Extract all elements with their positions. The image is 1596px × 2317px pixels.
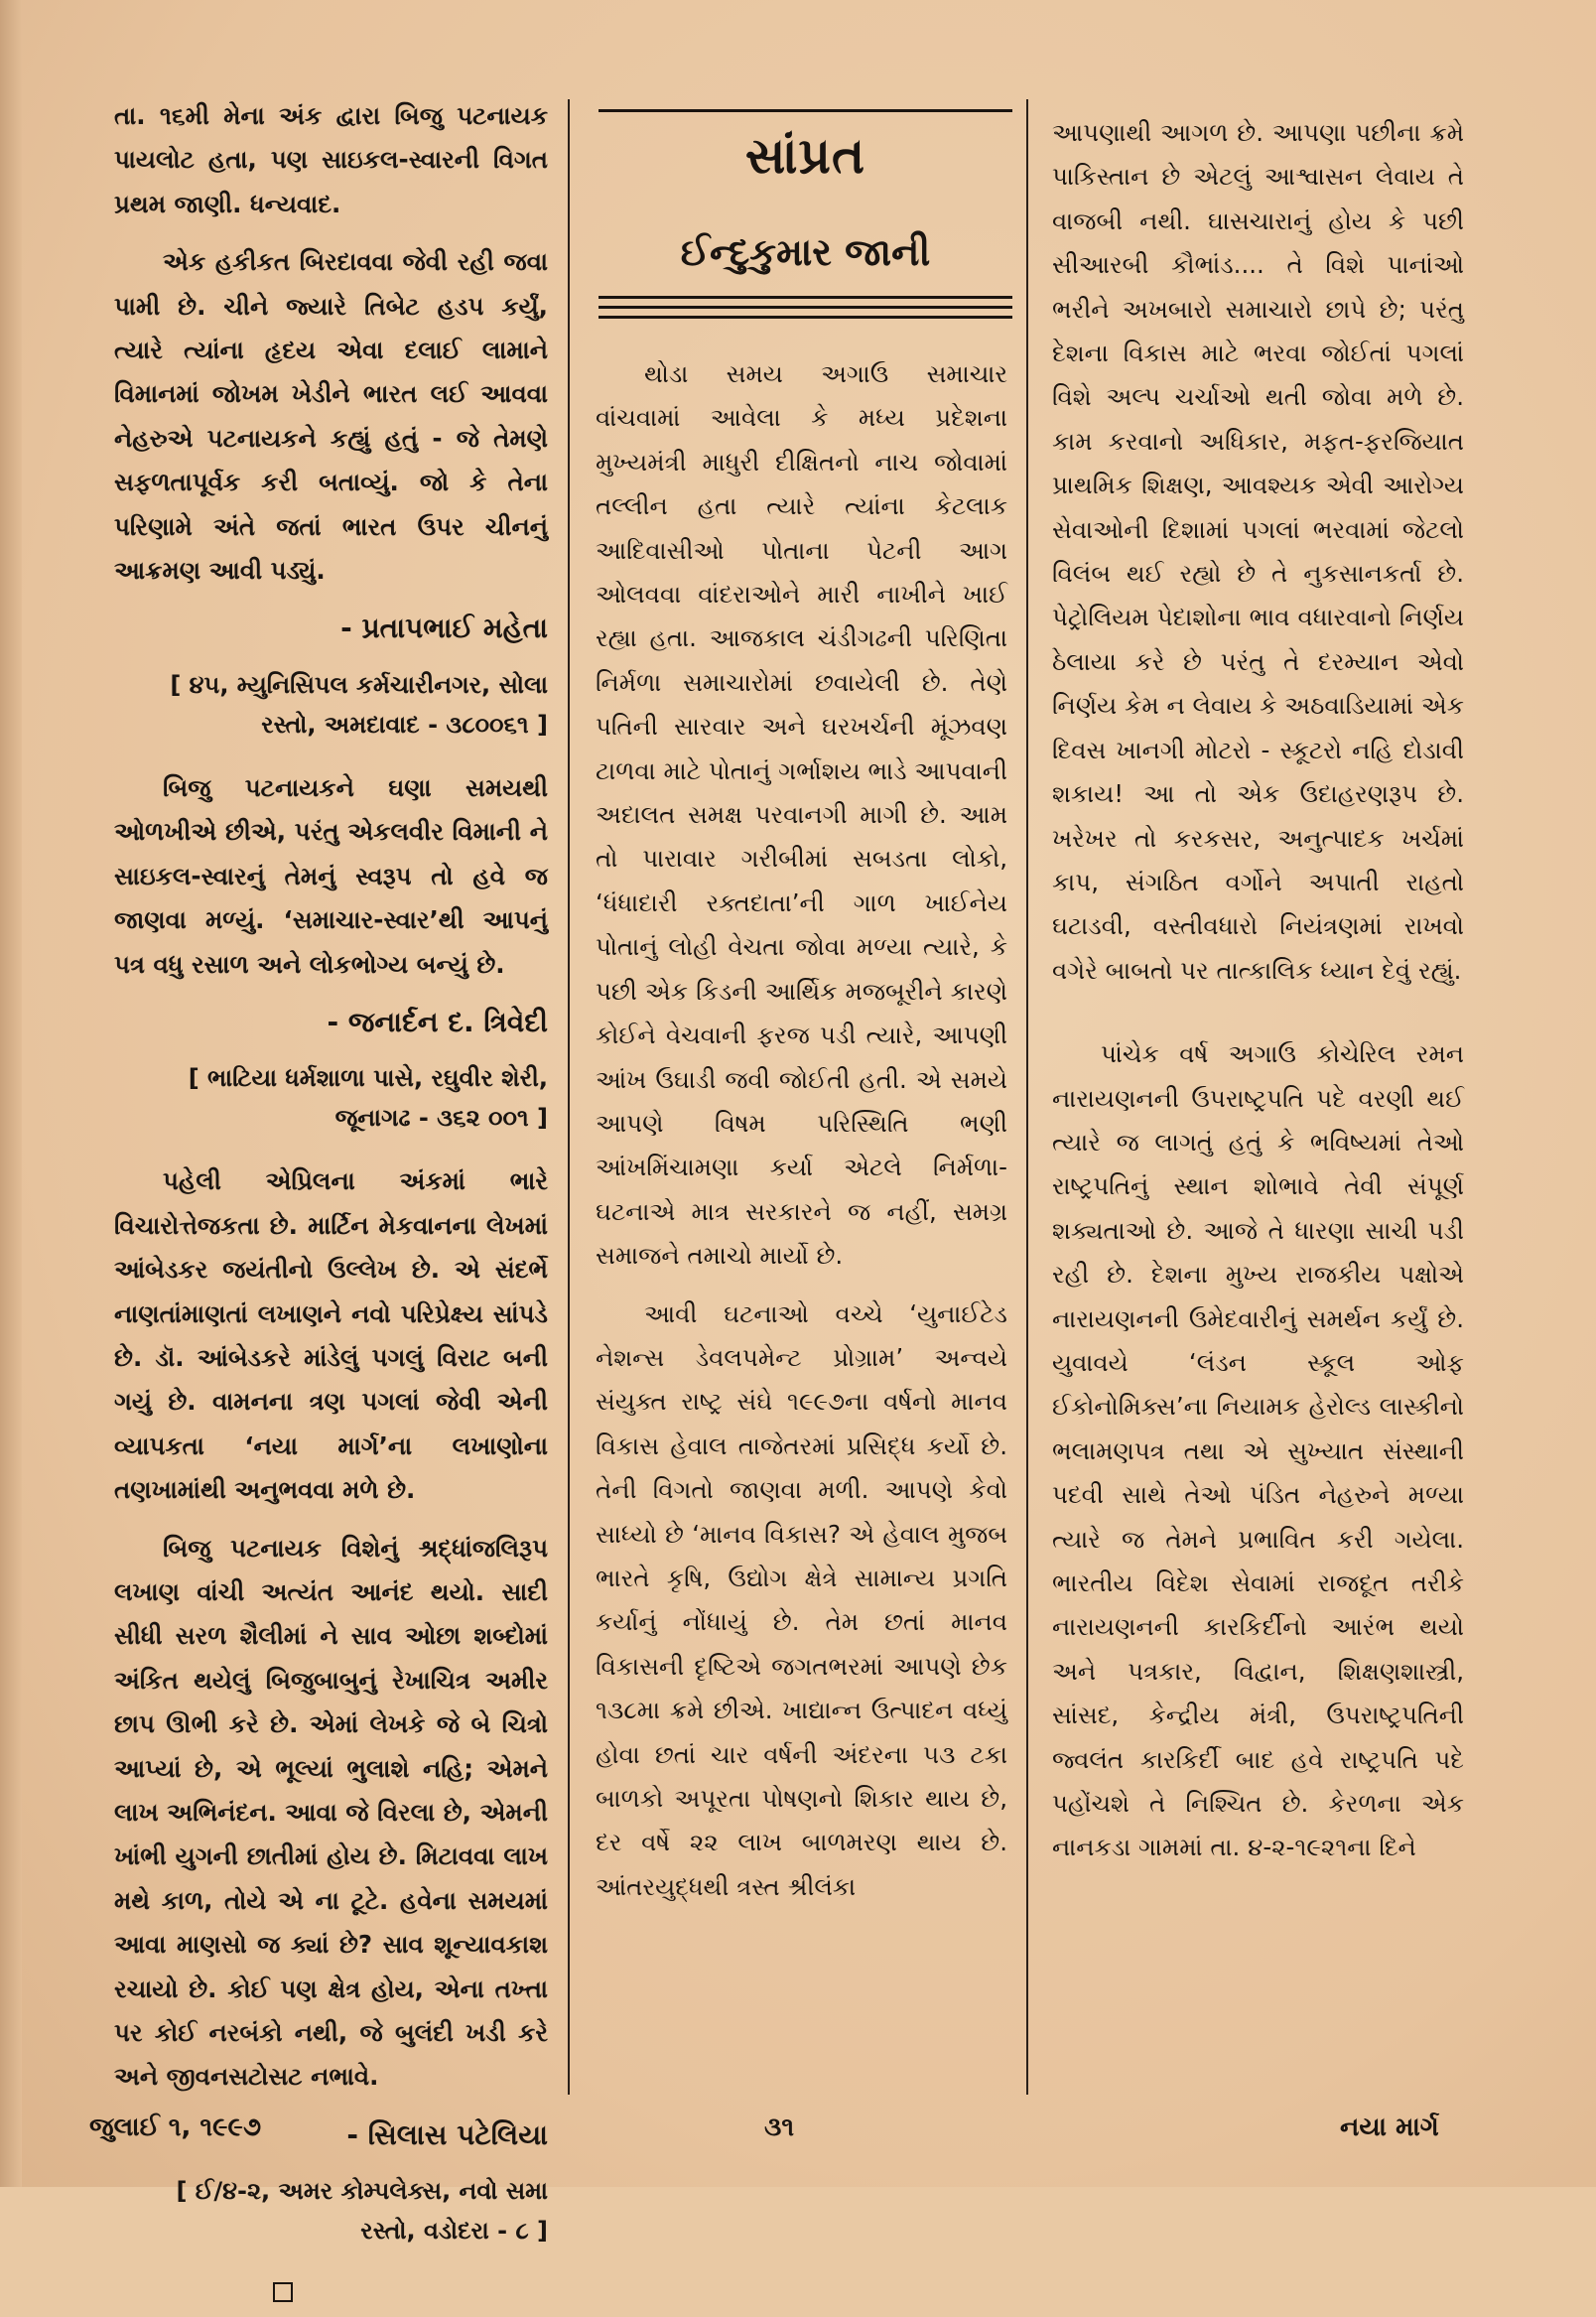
column-title: સાંપ્રત <box>744 127 866 185</box>
letter-1-address: [ ૪૫, મ્યુનિસિપલ કર્મચારીનગર, સોલા રસ્તો, અમદાવાદ - ૩૮૦૦૬૧ ] <box>170 670 548 739</box>
letter-1-text: તા. ૧૬મી મેના અંક દ્વારા બિજુ પટનાયક પાયલોટ હતા, પણ સાઇકલ-સ્વારની વિગત પ્રથમ જાણી. ધન્યવાદ. <box>114 101 548 218</box>
letter-2-signature: - જનાર્દન દ. ત્રિવેદી <box>327 1005 548 1038</box>
column-author: ઈન્દુકુમાર જાની <box>680 230 931 274</box>
letter-3-text: પહેલી એપ્રિલના અંકમાં ભારે વિચારોત્તેજકતા છે. માર્ટિન મેકવાનના લેખમાં આંબેડકર જયંતીનો ઉલ્લેખ છે. એ સંદર્ભે નાણતાંમાણતાં લખાણને નવો પરિપ્રેક્ષ્ય સાંપડે છે. ડૉ. આંબેડકરે માંડેલું પગલું વિરાટ બની ગયું છે. વામનના ત્રણ પગલાં જેવી એની વ્યાપકતા ‘નયા માર્ગ’ના લખાણોના તણખામાંથી અનુભવવા મળે છે. <box>114 1166 548 1505</box>
column-divider-right <box>1026 99 1028 2095</box>
letter-2-address: [ ભાટિયા ધર્મશાળા પાસે, રઘુવીર શેરી, જૂનાગઢ - ૩૬૨ ૦૦૧ ] <box>188 1064 548 1133</box>
letter-1-signature: - પ્રતાપભાઈ મહેતા <box>340 612 548 645</box>
letter-3-text-cont: બિજુ પટનાયક વિશેનું શ્રદ્ધાંજલિરૂપ લખાણ વાંચી અત્યંત આનંદ થયો. સાદી સીધી સરળ શૈલીમાં ને સાવ ઓછા શબ્દોમાં અંકિત થયેલું બિજુબાબુનું રેખાચિત્ર અમીર છાપ ઊભી કરે છે. એમાં લેખકે જે બે ચિત્રો આપ્યાં છે, એ ભૂલ્યાં ભુલાશે નહિ; એમને લાખ અભિનંદન. આવા જે વિરલા છે, એમની ખાંભી યુગની છાતીમાં હોય છે. મિટાવવા લાખ મથે કાળ, તોયે એ ના ટૂટે. હવેના સમયમાં આવા માણસો જ ક્યાં છે? સાવ શૂન્યાવકાશ રચાયો છે. કોઈ પણ ક્ષેત્ર હોય, એના તખ્તા પર કોઈ નરબંકો નથી, જે બુલંદી ખડી કરે અને જીવનસટોસટ નભાવે. <box>114 1533 548 2092</box>
torn-edge <box>0 0 22 2187</box>
article-paragraph: થોડા સમય અગાઉ સમાચાર વાંચવામાં આવેલા કે મધ્ય પ્રદેશના મુખ્યમંત્રી માધુરી દીક્ષિતનો નાચ જોવામાં તલ્લીન હતા ત્યારે ત્યાંના કેટલાક આદિવાસીઓ પોતાના પેટની આગ ઓલવવા વાંદરાઓને મારી નાખીને ખાઈ રહ્યા હતા. આજકાલ ચંડીગઢની પરિણિતા નિર્મળા સમાચારોમાં છવાયેલી છે. તેણે પતિની સારવાર અને ઘરખર્ચની મૂંઝવણ ટાળવા માટે પોતાનું ગર્ભાશય ભાડે આપવાની અદાલત સમક્ષ પરવાનગી માગી છે. આમ તો પારાવાર ગરીબીમાં સબડતા લોકો, ‘ધંધાદારી રક્તદાતા’ની ગાળ ખાઈનેય પોતાનું લોહી વેચતા જોવા મળ્યા ત્યારે, કે પછી એક કિડની આર્થિક મજબૂરીને કારણે કોઈને વેચવાની ફરજ પડી ત્યારે, આપણી આંખ ઉઘાડી જવી જોઈતી હતી. એ સમયે આપણે વિષમ પરિસ્થિતિ ભણી આંખમિંચામણા કર્યા એટલે નિર્મળા-ઘટનાએ માત્ર સરકારને જ નહીં, સમગ્ર સમાજને તમાચો માર્યો છે. <box>596 359 1007 1271</box>
header-top-rule <box>598 109 1012 112</box>
letter-1-text-cont: એક હકીકત બિરદાવવા જેવી રહી જવા પામી છે. ચીને જ્યારે તિબેટ હડપ કર્યું, ત્યારે ત્યાંના હૃદય એવા દલાઈ લામાને વિમાનમાં જોખમ ખેડીને ભારત લઈ આવવા નેહરુએ પટનાયકને કહ્યું હતું - જે તેમણે સફળતાપૂર્વક કરી બતાવ્યું. જો કે તેના પરિણામે અંતે જતાં ભારત ઉપર ચીનનું આક્રમણ આવી પડ્યું. <box>114 247 548 586</box>
header-rule-2 <box>598 306 1012 309</box>
letter-2-text: બિજુ પટનાયકને ઘણા સમયથી ઓળખીએ છીએ, પરંતુ એકલવીર વિમાની ને સાઇકલ-સ્વારનું તેમનું સ્વરૂપ તો હવે જ જાણવા મળ્યું. ‘સમાચાર-સ્વાર’થી આપનું પત્ર વધુ રસાળ અને લોકભોગ્ય બન્યું છે. <box>114 772 548 979</box>
footer-magazine-name: નયા માર્ગ <box>1340 2113 1439 2142</box>
article-paragraph: આવી ઘટનાઓ વચ્ચે ‘યુનાઈટેડ નેશન્સ ડેવલપમેન્ટ પ્રોગ્રામ’ અન્વયે સંયુક્ત રાષ્ટ્ર સંઘે ૧૯૯૭ના વર્ષનો માનવ વિકાસ હેવાલ તાજેતરમાં પ્રસિદ્ધ કર્યો છે. તેની વિગતો જાણવા મળી. આપણે કેવો સાધ્યો છે ‘માનવ વિકાસ? એ હેવાલ મુજબ ભારતે કૃષિ, ઉદ્યોગ ક્ષેત્રે સામાન્ય પ્રગતિ કર્યાનું નોંધાયું છે. તેમ છતાં માનવ વિકાસની દૃષ્ટિએ જગતભરમાં આપણે છેક ૧૩૮મા ક્રમે છીએ. ખાદ્યાન્ન ઉત્પાદન વધ્યું હોવા છતાં ચાર વર્ષની અંદરના ૫૩ ટકા બાળકો અપૂરતા પોષણનો શિકાર થાય છે, દર વર્ષે ૨૨ લાખ બાળમરણ થાય છે. આંતરયુદ્ધથી ત્રસ્ત શ્રીલંકા <box>596 1298 1007 1901</box>
footer-date: જુલાઈ ૧, ૧૯૯૭ <box>89 2113 262 2142</box>
article-column-right <box>1052 111 1464 1884</box>
article-column-middle <box>596 352 1007 1923</box>
letter-3-signature: - સિલાસ પટેલિયા <box>346 2117 548 2151</box>
page-number: ૩૧ <box>764 2113 795 2142</box>
article-paragraph: આપણાથી આગળ છે. આપણા પછીના ક્રમે પાકિસ્તાન છે એટલું આશ્વાસન લેવાય તે વાજબી નથી. ઘાસચારાનું હોય કે પછી સીઆરબી કૌભાંડ.... તે વિશે પાનાંઓ ભરીને અખબારો સમાચારો છાપે છે; પરંતુ દેશના વિકાસ માટે ભરવા જોઈતાં પગલાં વિશે અલ્પ ચર્ચાઓ થતી જોવા મળે છે. કામ કરવાનો અધિકાર, મફત-ફરજિયાત પ્રાથમિક શિક્ષણ, આવશ્યક એવી આરોગ્ય સેવાઓની દિશામાં પગલાં ભરવામાં જેટલો વિલંબ થઈ રહ્યો છે તે નુકસાનકર્તા છે. પેટ્રોલિયમ પેદાશોના ભાવ વધારવાનો નિર્ણય ઠેલાયા કરે છે પરંતુ તે દરમ્યાન એવો નિર્ણય કેમ ન લેવાય કે અઠવાડિયામાં એક દિવસ ખાનગી મોટરો - સ્કૂટરો નહિ દોડાવી શકાય! આ તો એક ઉદાહરણરૂપ છે. ખરેખર તો કરકસર, અનુત્પાદક ખર્ચમાં કાપ, સંગઠિત વર્ગોને અપાતી રાહતો ઘટાડવી, વસ્તીવધારો નિયંત્રણમાં રાખવો વગેરે બાબતો પર તાત્કાલિક ધ્યાન દેવું રહ્યું. <box>1052 118 1464 985</box>
article-paragraph: પાંચેક વર્ષ અગાઉ કોચેરિલ રમન નારાયણનની ઉપરાષ્ટ્રપતિ પદે વરણી થઈ ત્યારે જ લાગતું હતું કે ભવિષ્યમાં તેઓ રાષ્ટ્રપતિનું સ્થાન શોભાવે તેવી સંપૂર્ણ શક્યતાઓ છે. આજે તે ધારણા સાચી પડી રહી છે. દેશના મુખ્ય રાજકીય પક્ષોએ નારાયણનની ઉમેદવારીનું સમર્થન કર્યું છે. યુવાવયે ‘લંડન સ્કૂલ ઓફ ઈકોનોમિક્સ’ના નિયામક હેરોલ્ડ લાસ્કીનો ભલામણપત્ર તથા એ સુખ્યાત સંસ્થાની પદવી સાથે તેઓ પંડિત નેહરુને મળ્યા ત્યારે જ તેમને પ્રભાવિત કરી ગયેલા. ભારતીય વિદેશ સેવામાં રાજદૂત તરીકે નારાયણનની કારકિર્દીનો આરંભ થયો અને પત્રકાર, વિદ્વાન, શિક્ષણશાસ્ત્રી, સાંસદ, કેન્દ્રીય મંત્રી, ઉપરાષ્ટ્રપતિની જ્વલંત કારકિર્દી બાદ હવે રાષ્ટ્રપતિ પદે પહોંચશે તે નિશ્ચિત છે. કેરળના એક નાનકડા ગામમાં તા. ૪-૨-૧૯૨૧ના દિને <box>1052 1039 1464 1862</box>
letter-3-address: [ ઈ/૪-૨, અમર કોમ્પલેક્સ, નવો સમા રસ્તો, વડોદરા - ૮ ] <box>176 2177 548 2246</box>
column-divider-left <box>568 99 570 2095</box>
header-rule-3 <box>598 316 1012 319</box>
letters-column <box>114 94 548 2317</box>
header-rule-1 <box>598 296 1012 299</box>
end-mark <box>273 2282 293 2302</box>
